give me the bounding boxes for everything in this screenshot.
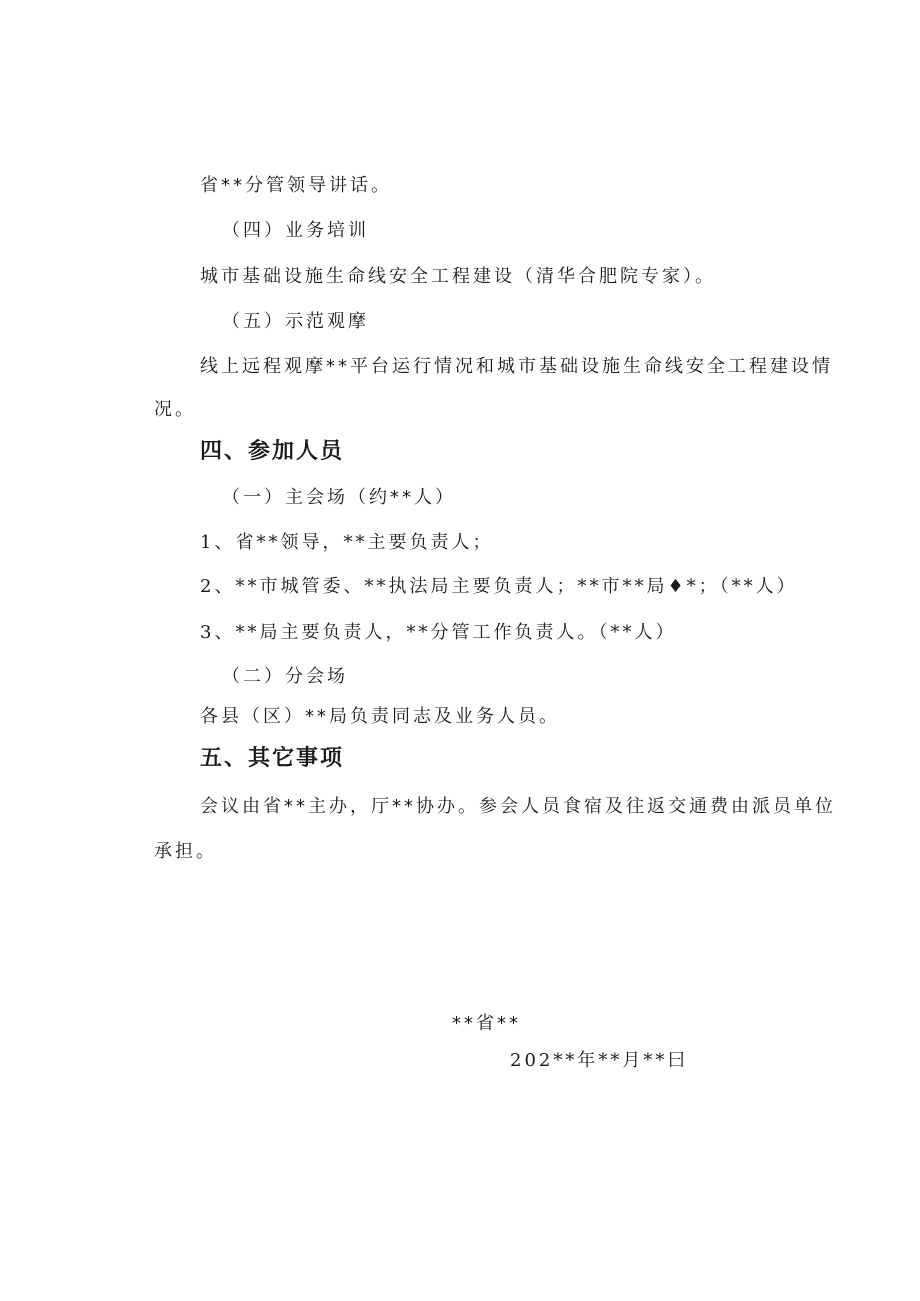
paragraph-demonstration-line2: 况。 xyxy=(154,399,196,420)
heading-participants: 四、参加人员 xyxy=(200,439,345,464)
paragraph-training-content: 城市基础设施生命线安全工程建设（清华合肥院专家）。 xyxy=(200,266,716,287)
paragraph-sub-venue: 各县（区）**局负责同志及业务人员。 xyxy=(200,706,560,727)
subheading-business-training: （四）业务培训 xyxy=(222,220,369,241)
signature-date: 202**年**月**曰 xyxy=(510,1050,689,1071)
subheading-demonstration: （五）示范观摩 xyxy=(222,311,369,332)
paragraph-demonstration-line1: 线上远程观摩**平台运行情况和城市基础设施生命线安全工程建设情 xyxy=(200,356,833,377)
paragraph-other-matters-line2: 承担。 xyxy=(154,841,217,862)
list-item-3: 3、**局主要负责人，**分管工作负责人。（**人） xyxy=(200,622,677,643)
paragraph-leader-speech: 省**分管领导讲话。 xyxy=(200,175,392,196)
subheading-main-venue: （一）主会场（约**人） xyxy=(222,487,456,508)
heading-other-matters: 五、其它事项 xyxy=(200,746,345,771)
subheading-sub-venue: （二）分会场 xyxy=(222,666,348,687)
list-item-2: 2、**市城管委、**执法局主要负责人；**市**局♦*；（**人） xyxy=(200,576,798,597)
paragraph-other-matters-line1: 会议由省**主办，厅**协办。参会人员食宿及往返交通费由派员单位 xyxy=(200,796,836,817)
list-item-1: 1、省**领导，**主要负责人； xyxy=(200,532,494,553)
signature-organization: **省** xyxy=(452,1013,521,1034)
